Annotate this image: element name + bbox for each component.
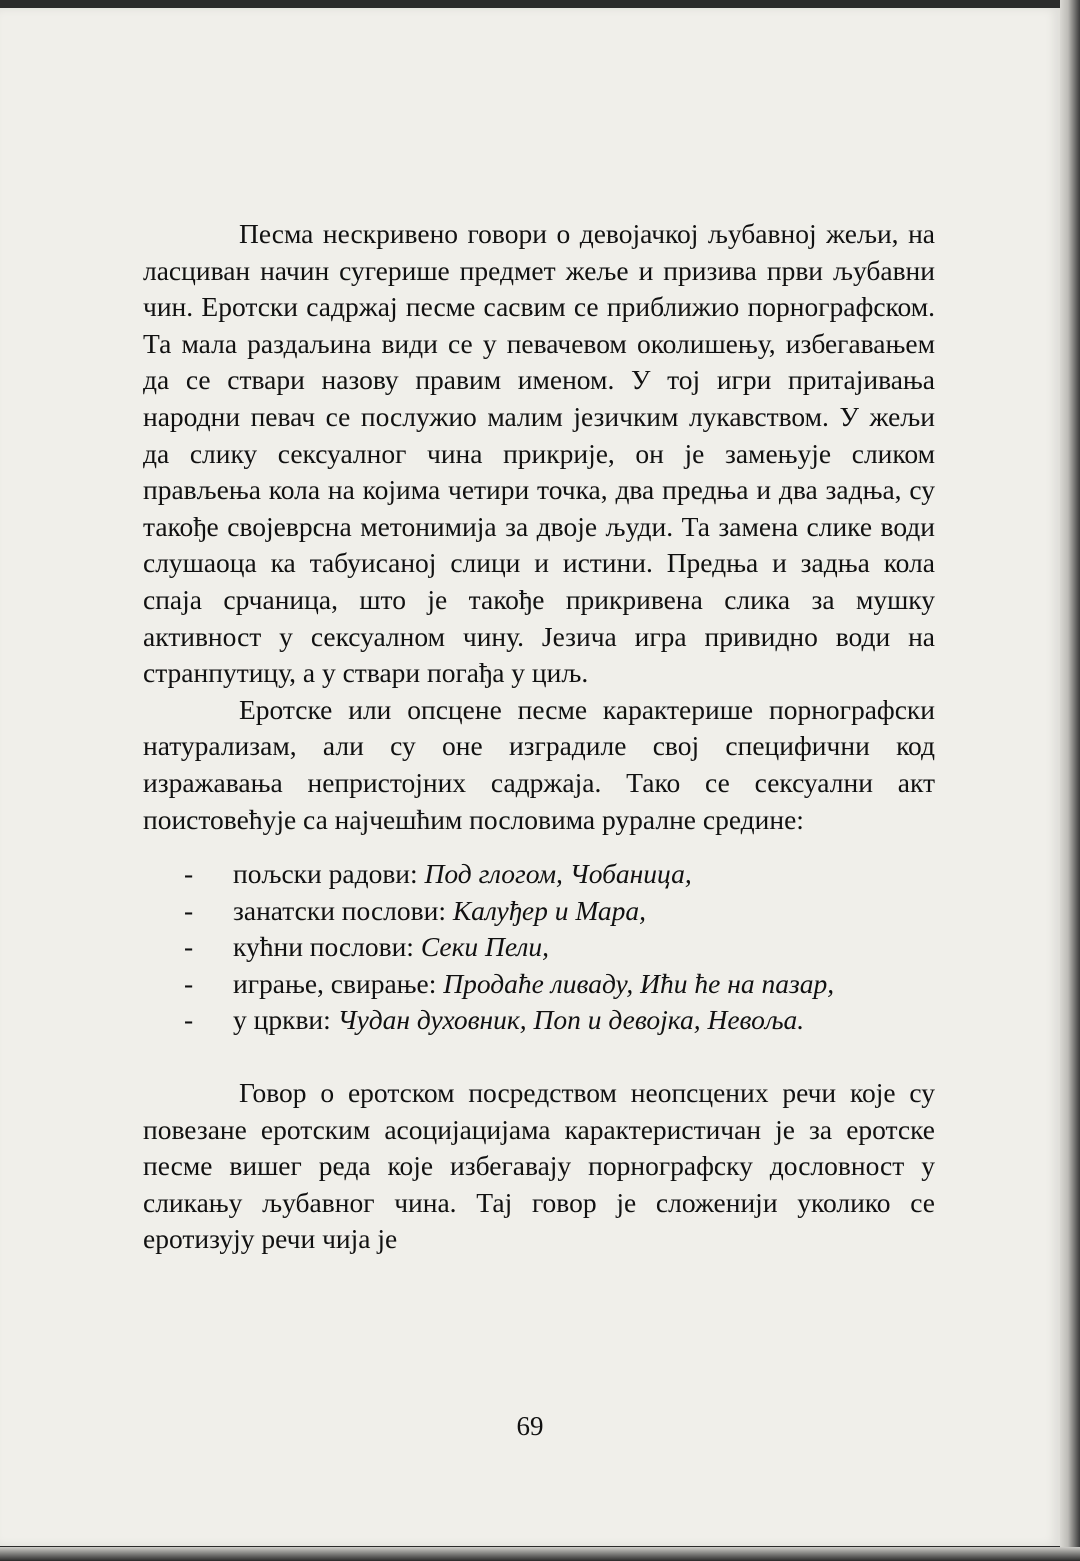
spacer: [143, 838, 935, 856]
list-item-works: Секи Пели,: [420, 931, 550, 963]
book-page: [0, 8, 1060, 1546]
list-item-label: кућни послови:: [233, 931, 421, 963]
list-item-label: у цркви:: [233, 1004, 338, 1036]
list-item-label: пољски радови:: [233, 858, 425, 890]
activities-list: [143, 856, 935, 1039]
paragraph-1: Песма нескривено говори о девојачкој љубавној жељи, на ласциван начин сугерише предмет жеље и призива први љубавни чин. Еротски садржај песме сасвим се приближио порнографском. Та мала раздаљина види се у певачевом околишењу, избегавањем да се ствари назову правим именом. У тој игри притајивања народни певач се послужио малим језичким лукавством. У жељи да слику сексуалног чина прикрије, он је замењује сликом прављења кола на којима четири точка, два предња и два задња, су такође својеврсна метонимија за двоје људи. Та замена слике води слушаоца ка табуисаној слици и истини. Предња и задња кола спаја срчаница, што је такође прикривена слика за мушку активност у сексуалном чину. Језича игра привидно води на странпутицу, а у ствари погађа у циљ.: [143, 218, 935, 689]
list-item: - занатски послови: Калуђер и Мара,: [184, 894, 646, 926]
list-item: - пољски радови: Под глогом, Чобаница,: [184, 858, 692, 890]
list-item-works: Под глогом, Чобаница,: [424, 858, 692, 890]
list-item: - у цркви: Чудан духовник, Поп и девојка, Невоља.: [184, 1004, 805, 1036]
list-item-label: играње, свирање:: [233, 967, 444, 999]
page-edge-right: [1060, 0, 1080, 1561]
spacer: [143, 1039, 935, 1075]
list-item-label: занатски послови:: [233, 894, 453, 926]
paragraph-3: Говор о еротском посредством неопсцених речи које су повезане еротским асоцијацијама карактеристичан је за еротске песме вишег реда које избегавају порнографску дословност у сликању љубавног чина. Тај говор је сложенији уколико се еротизују речи чија је: [143, 1077, 935, 1255]
list-item-works: Чудан духовник, Поп и девојка, Невоља.: [337, 1004, 805, 1036]
page-body: [143, 216, 935, 1258]
list-item: - кућни послови: Секи Пели,: [184, 931, 550, 963]
list-item-works: Калуђер и Мара,: [452, 894, 646, 926]
page-number: 69: [516, 1411, 544, 1441]
list-item: - играње, свирање: Продаће ливаду, Ићи ће на пазар,: [184, 967, 835, 999]
list-item-works: Продаће ливаду, Ићи ће на пазар,: [443, 967, 835, 999]
paragraph-2: Еротске или опсцене песме карактерише порнографски натурализам, али су оне изградиле свој специфични код изражавања непристојних садржаја. Тако се сексуални акт поистовећује са најчешћим пословима руралне средине:: [143, 693, 935, 835]
page-edge-bottom: [0, 1547, 1080, 1561]
